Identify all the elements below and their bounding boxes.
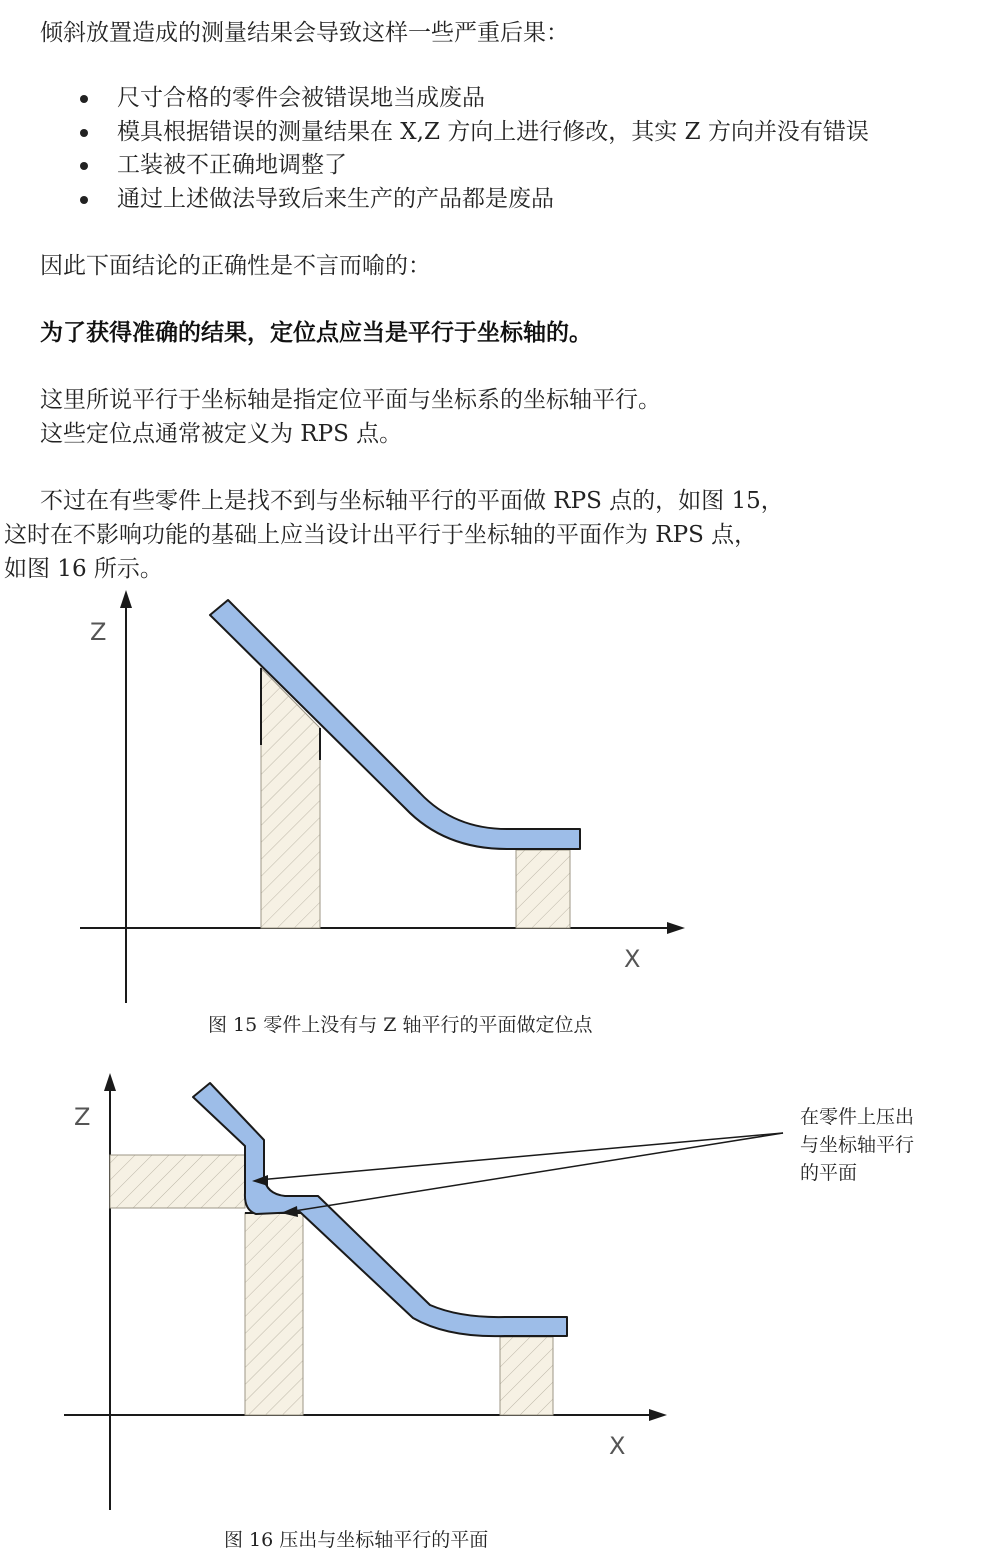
- fig15-support-right: [516, 850, 570, 928]
- fig15-z-label: Z: [90, 618, 107, 646]
- fig15-x-axis: [80, 922, 685, 934]
- list-item: 尺寸合格的零件会被错误地当成废品: [117, 85, 485, 111]
- list-item: 工装被不正确地调整了: [117, 152, 347, 178]
- fig16-band: [110, 1155, 245, 1208]
- fig15-z-axis: [120, 590, 132, 1003]
- explain-line-1: 这里所说平行于坐标轴是指定位平面与坐标系的坐标轴平行。: [40, 387, 661, 413]
- fig16-support-left: [245, 1213, 303, 1415]
- para-line-2: 这时在不影响功能的基础上应当设计出平行于坐标轴的平面作为 RPS 点，: [4, 522, 758, 548]
- fig15-x-label: X: [624, 945, 641, 973]
- fig16-support-right: [500, 1337, 553, 1415]
- fig16-x-axis: [64, 1409, 667, 1421]
- para-line-1: 不过在有些零件上是找不到与坐标轴平行的平面做 RPS 点的，如图 15，: [40, 488, 784, 514]
- conclusion-bold: 为了获得准确的结果，定位点应当是平行于坐标轴的。: [40, 320, 592, 346]
- fig16-caption: 图 16 压出与坐标轴平行的平面: [224, 1529, 489, 1551]
- fig16-z-label: Z: [74, 1103, 91, 1131]
- fig16-note-line-3: 的平面: [800, 1162, 858, 1184]
- explain-line-2: 这些定位点通常被定义为 RPS 点。: [40, 421, 403, 447]
- fig16-leader-upper: [258, 1133, 783, 1180]
- intro-text: 倾斜放置造成的测量结果会导致这样一些严重后果：: [40, 20, 569, 46]
- fig16-z-axis: [104, 1073, 116, 1510]
- fig16-note-line-2: 与坐标轴平行: [800, 1134, 915, 1156]
- list-item: 模具根据错误的测量结果在 X,Z 方向上进行修改，其实 Z 方向并没有错误: [117, 119, 869, 145]
- fig16-leader-lower: [288, 1133, 783, 1212]
- fig16-x-label: X: [609, 1432, 626, 1460]
- conclusion-lead: 因此下面结论的正确性是不言而喻的：: [40, 253, 431, 279]
- para-line-3: 如图 16 所示。: [4, 556, 163, 582]
- fig16-note-line-1: 在零件上压出: [800, 1106, 915, 1128]
- fig15-caption: 图 15 零件上没有与 Z 轴平行的平面做定位点: [208, 1014, 593, 1036]
- list-item: 通过上述做法导致后来生产的产品都是废品: [117, 186, 554, 212]
